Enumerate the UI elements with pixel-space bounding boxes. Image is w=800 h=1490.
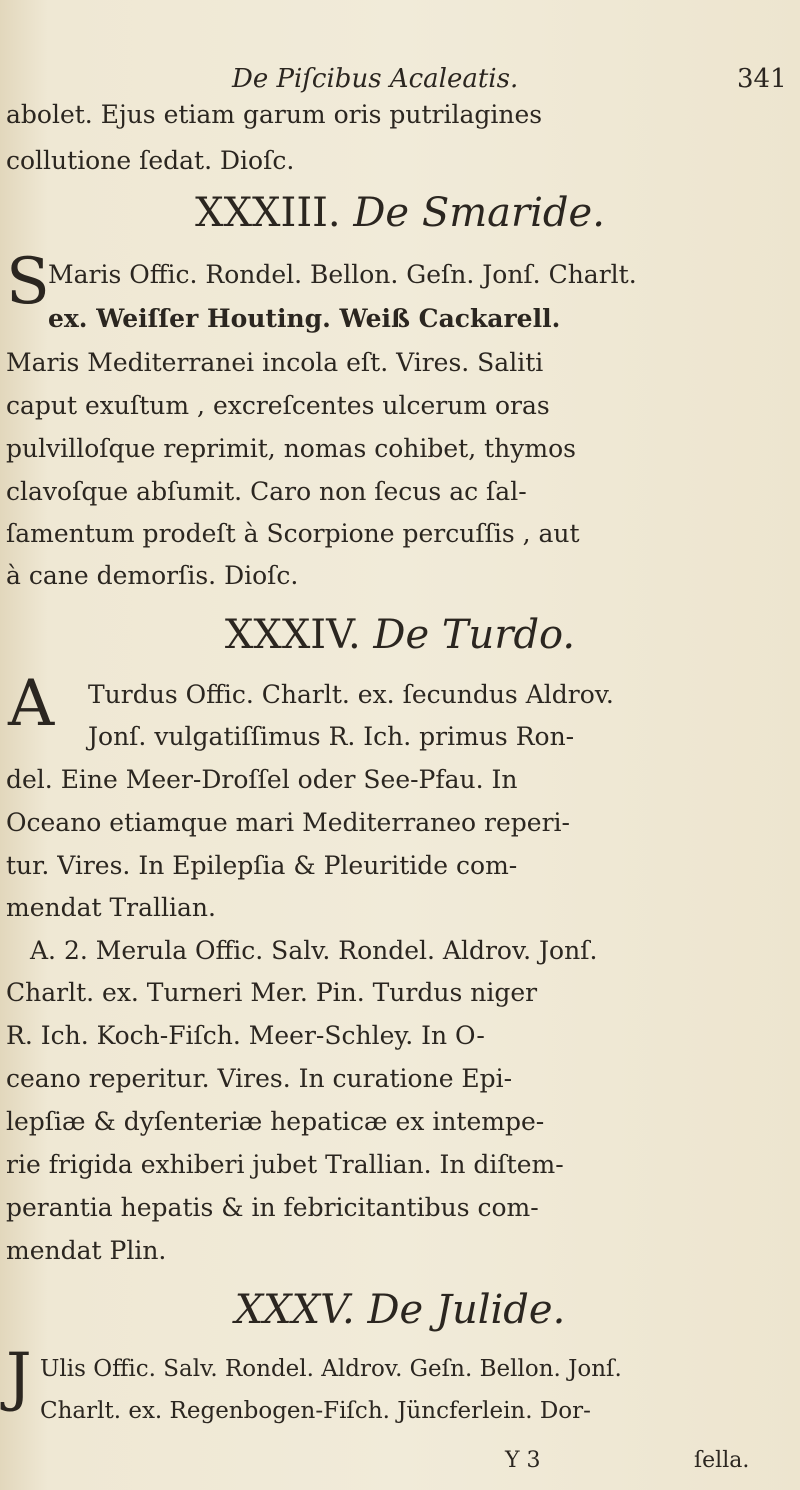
text-line: ceano reperitur. Vires. In curatione Epi- bbox=[6, 1064, 513, 1093]
drop-initial: J bbox=[6, 1340, 32, 1414]
text-line: perantia hepatis & in febricitantibus com- bbox=[6, 1193, 539, 1222]
text-line: Maris Offic. Rondel. Bellon. Geſn. Jonſ. Charlt. bbox=[48, 260, 637, 289]
text-line: caput exuſtum , excreſcentes ulcerum oras bbox=[6, 391, 550, 420]
text-line: rie frigida exhiberi jubet Trallian. In diſtem- bbox=[6, 1150, 564, 1179]
text-line: lepſiæ & dyſenteriæ hepaticæ ex intempe- bbox=[6, 1107, 545, 1136]
text-line: abolet. Ejus etiam garum oris putrilagines bbox=[6, 100, 543, 129]
text-line: Jonſ. vulgatiſſimus R. Ich. primus Ron- bbox=[88, 722, 575, 751]
text-line: Oceano etiamque mari Mediterraneo reperi- bbox=[6, 808, 570, 837]
section-title: De Turdo. bbox=[373, 612, 576, 658]
section-heading bbox=[0, 1287, 800, 1333]
text-line: pulvilloſque reprimit, nomas cohibet, thymos bbox=[6, 434, 576, 463]
text-line: à cane demorſis. Dioſc. bbox=[6, 561, 299, 590]
section-title: De Julide. bbox=[367, 1287, 566, 1333]
text-line: mendat Plin. bbox=[6, 1236, 167, 1265]
text-line: ex. Weiſſer Houting. Weiß Cackarell. bbox=[48, 304, 561, 333]
page-number: 341 bbox=[737, 64, 787, 94]
drop-initial: A bbox=[8, 667, 55, 741]
text-line: Turdus Offic. Charlt. ex. ſecundus Aldrov. bbox=[88, 680, 614, 709]
text-line: tur. Vires. In Epilepſia & Pleuritide com- bbox=[6, 851, 518, 880]
section-heading bbox=[0, 612, 800, 658]
text-line: del. Eine Meer-Droſſel oder See-Pfau. In bbox=[6, 765, 518, 794]
signature-mark: Y 3 bbox=[505, 1448, 541, 1473]
running-title: De Piſcibus Acaleatis. bbox=[232, 64, 519, 94]
catchword: ſella. bbox=[694, 1448, 750, 1473]
text-line: mendat Trallian. bbox=[6, 893, 216, 922]
text-line: Charlt. ex. Turneri Mer. Pin. Turdus niger bbox=[6, 978, 538, 1007]
text-line: ſamentum prodeſt à Scorpione percuſſis , aut bbox=[6, 519, 580, 548]
section-title: De Smaride. bbox=[353, 190, 605, 236]
section-number: XXXV. bbox=[234, 1287, 355, 1333]
text-line: clavoſque abſumit. Caro non ſecus ac ſal- bbox=[6, 477, 527, 506]
text-line: R. Ich. Koch-Fiſch. Meer-Schley. In O- bbox=[6, 1021, 485, 1050]
drop-initial: S bbox=[6, 245, 50, 319]
section-number: XXXIV. bbox=[224, 612, 361, 658]
section-heading bbox=[0, 190, 800, 236]
section-number: XXXIII. bbox=[195, 190, 341, 236]
text-line: Ulis Offic. Salv. Rondel. Aldrov. Geſn. Bellon. Jonſ. bbox=[40, 1356, 622, 1382]
text-line: Charlt. ex. Regenbogen-Fiſch. Jüncferlein. Dor- bbox=[40, 1398, 591, 1424]
text-line: A. 2. Merula Offic. Salv. Rondel. Aldrov. Jonſ. bbox=[30, 936, 598, 965]
text-line: Maris Mediterranei incola eſt. Vires. Saliti bbox=[6, 348, 544, 377]
text-line: collutione ſedat. Dioſc. bbox=[6, 146, 295, 175]
